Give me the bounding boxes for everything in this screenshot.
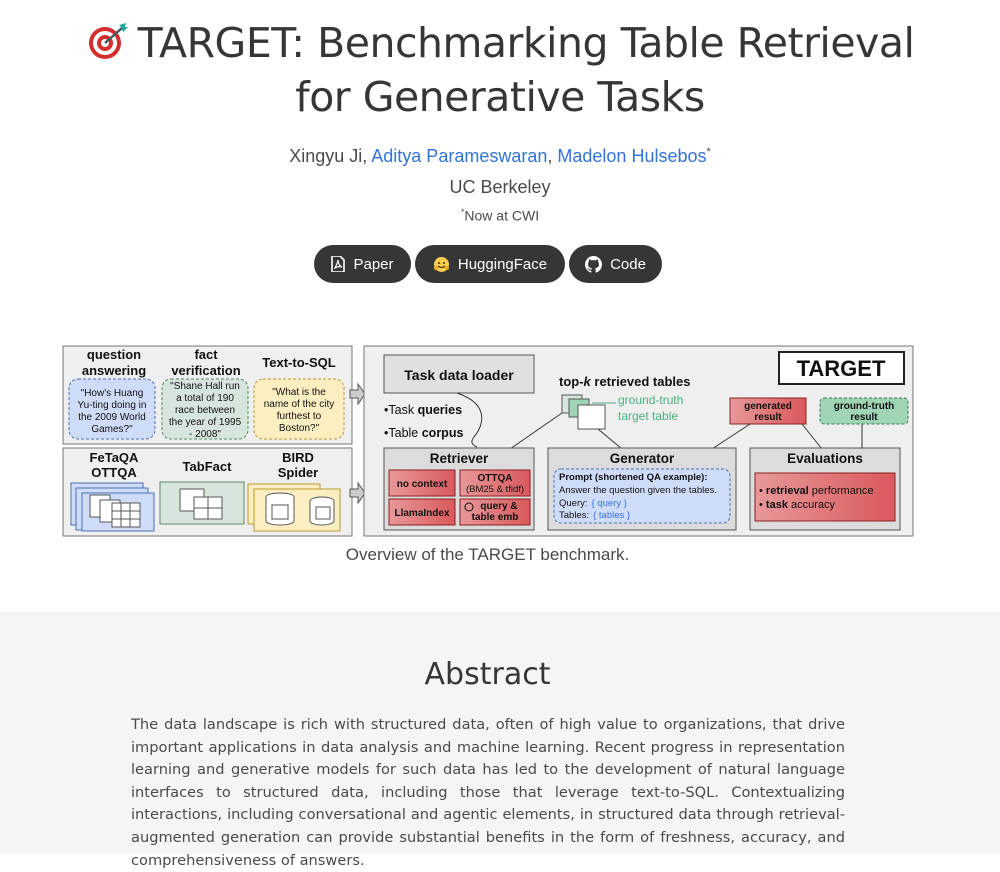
task-example-line: furthest to <box>276 411 322 422</box>
task-example-line: the 2009 World <box>78 412 146 423</box>
svg-text:no context: no context <box>396 479 448 490</box>
code-button[interactable] <box>569 245 662 283</box>
task-title: answering <box>81 363 147 378</box>
eval-metrics-box <box>755 473 895 521</box>
brand-label: TARGET <box>796 356 886 381</box>
loader-item: •Table corpus <box>384 426 464 440</box>
task-title: Text-to-SQL <box>262 355 336 370</box>
svg-text:Query:{ query }: Query: { query } <box>559 498 627 509</box>
paper-button[interactable] <box>314 245 411 283</box>
task-title: verification <box>171 363 241 378</box>
figure-caption: Overview of the TARGET benchmark. <box>345 545 630 564</box>
svg-text:ground-truth: ground-truth <box>833 401 895 412</box>
task-example-line: a total of 190 <box>176 393 234 404</box>
github-icon <box>585 256 602 273</box>
title-line-2: for Generative Tasks <box>295 73 705 121</box>
task-example-line: - 2008" <box>189 429 221 440</box>
loader-item: •Task queries <box>384 403 463 417</box>
generator-label: Generator <box>609 451 675 466</box>
retriever-label: Retriever <box>429 451 489 466</box>
dataset-name: OTTQA <box>91 465 137 480</box>
loader-label: Task data loader <box>404 367 514 383</box>
abstract-section <box>0 611 1000 869</box>
task-example-line: "How's Huang <box>80 388 144 399</box>
task-example-line: race between <box>174 405 236 416</box>
abstract-text: The data landscape is rich with structured data, often of high value to organizations, that drive important applications in data analysis and machine learning. Recent progress in representation learning and generative models for such data has led to the development of natural language interfaces to structured data, including those that leverage text-to-SQL. Contextualizing interactions, including conversational and agentic elements, in structured data through retrieval-augmented generation can provide substantial benefits in the form of freshness, accuracy, and comprehensiveness of answers. <box>131 716 845 869</box>
dataset-name: Spider <box>277 465 319 480</box>
svg-text:• retrieval performance: • retrieval performance <box>759 485 874 497</box>
svg-text:Tables:{ tables }: Tables: { tables } <box>559 510 631 521</box>
huggingface-button[interactable] <box>415 245 565 283</box>
dataset-name: TabFact <box>182 459 232 474</box>
task-example-line: "What is the <box>272 387 326 398</box>
dart-target-icon <box>86 21 130 72</box>
dataset-name: FeTaQA <box>89 450 139 465</box>
note-marker: * <box>460 207 465 217</box>
svg-text:Prompt (shortened QA example):: Prompt (shortened QA example): <box>559 472 708 483</box>
affiliation: UC Berkeley <box>449 177 551 197</box>
svg-text:LlamaIndex: LlamaIndex <box>394 508 450 519</box>
code-button-label: Code <box>610 255 646 273</box>
paper-button-label: Paper <box>353 255 394 273</box>
author-link[interactable]: Aditya Parameswaran <box>371 146 548 166</box>
task-title: fact <box>194 347 218 362</box>
svg-text:• task accuracy: • task accuracy <box>759 499 836 511</box>
author-link[interactable]: Madelon Hulsebos <box>557 146 707 166</box>
svg-text:generated: generated <box>744 401 792 412</box>
overview-figure <box>62 345 914 537</box>
author-list: Xingyu Ji, Aditya Parameswaran, Madelon Hulsebos* <box>289 146 711 166</box>
task-example-line: Boston?" <box>278 423 320 434</box>
evaluations-label: Evaluations <box>787 451 863 466</box>
author-name: Xingyu Ji <box>289 146 363 166</box>
topk-label: top-k retrieved tables <box>559 374 691 389</box>
hugging-face-icon <box>433 256 450 273</box>
page-title <box>0 18 1000 122</box>
svg-text:table emb: table emb <box>471 512 519 523</box>
pdf-icon <box>331 256 345 272</box>
task-title: question <box>86 347 142 362</box>
title-line-1: TARGET: Benchmarking Table Retrieval <box>137 19 915 67</box>
gt-table-label: target table <box>618 409 679 423</box>
task-example-line: the year of 1995 <box>168 417 242 428</box>
task-example-line: Games?" <box>91 424 133 435</box>
task-example-line: Yu-ting doing in <box>77 400 147 411</box>
abstract-title: Abstract <box>424 657 551 692</box>
note-text: Now at CWI <box>464 207 540 224</box>
svg-text:(BM25 & tfidf): (BM25 & tfidf) <box>465 484 525 495</box>
svg-text:OTTQA: OTTQA <box>477 473 513 484</box>
svg-text:result: result <box>754 412 782 423</box>
svg-text:Answer the question given the: Answer the question given the tables. <box>559 485 717 496</box>
svg-text:result: result <box>850 412 878 423</box>
task-example-line: "Shane Hall run <box>170 381 240 392</box>
author-footnote-marker: * <box>706 146 711 158</box>
author-note <box>0 207 1000 224</box>
dataset-name: BIRD <box>282 450 314 465</box>
gt-table-label: ground-truth <box>618 393 684 407</box>
huggingface-button-label: HuggingFace <box>457 255 548 273</box>
svg-text:query &: query & <box>480 501 518 512</box>
task-example-line: name of the city <box>263 399 335 410</box>
